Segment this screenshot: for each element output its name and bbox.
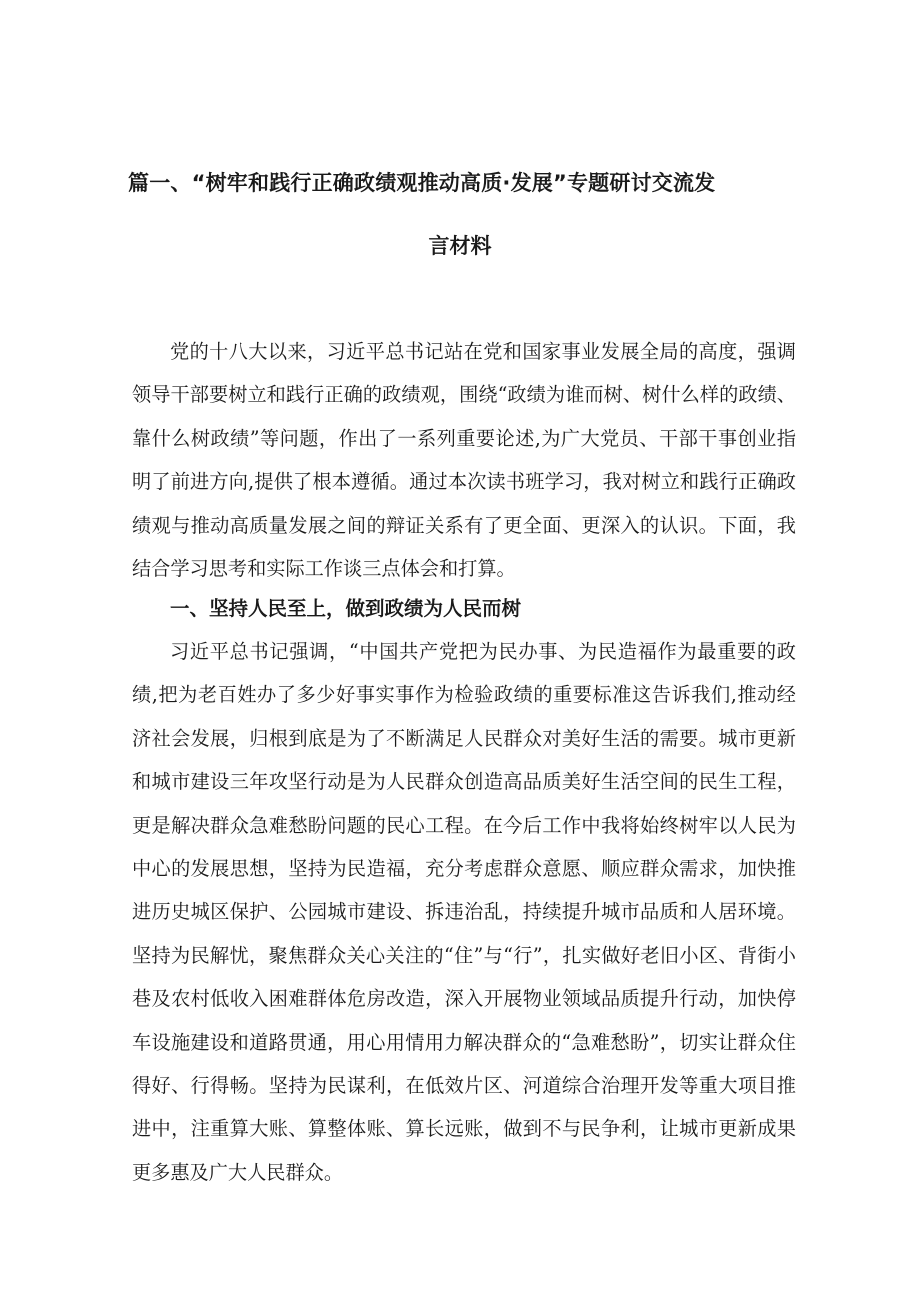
intro-paragraph: 党的十八大以来，习近平总书记站在党和国家事业发展全局的高度，强调领导干部要树立和践行正确的政绩观，围绕“政绩为谁而树、树什么样的政绩、靠什么树政绩”等问题，作出了一系列重要论述,为广大党员、干部干事创业指明了前进方向,提供了根本遵循。通过本次读书班学习，我对树立和践行正确政绩观与推动高质量发展之间的辩证关系有了更全面、更深入的认识。下面，我结合学习思考和实际工作谈三点体会和打算。: [132, 340, 796, 581]
section-heading-1: 一、坚持人民至上，做到政绩为人民而树: [170, 597, 522, 620]
document-title-line2: 言材料: [428, 234, 492, 258]
document-title-line1: 篇一、“树牢和践行正确政绩观推动高质·发展”专题研讨交流发: [128, 171, 716, 195]
section-1-paragraph: 习近平总书记强调，“中国共产党把为民办事、为民造福作为最重要的政绩,把为老百姓办了多少好事实事作为检验政绩的重要标准这告诉我们,推动经济社会发展，归根到底是为了不断满足人民群众对美好生活的需要。城市更新和城市建设三年攻坚行动是为人民群众创造高品质美好生活空间的民生工程，更是解决群众急难愁盼问题的民心工程。在今后工作中我将始终树牢以人民为中心的发展思想，坚持为民造福，充分考虑群众意愿、顺应群众需求，加快推进历史城区保护、公园城市建设、拆违治乱，持续提升城市品质和人居环境。坚持为民解忧，聚焦群众关心关注的“住”与“行”，扎实做好老旧小区、背街小巷及农村低收入困难群体危房改造，深入开展物业领域品质提升行动，加快停车设施建设和道路贯通，用心用情用力解决群众的“急难愁盼”，切实让群众住得好、行得畅。坚持为民谋利，在低效片区、河道综合治理开发等重大项目推进中，注重算大账、算整体账、算长远账，做到不与民争利，让城市更新成果更多惠及广大人民群众。: [132, 640, 796, 1184]
